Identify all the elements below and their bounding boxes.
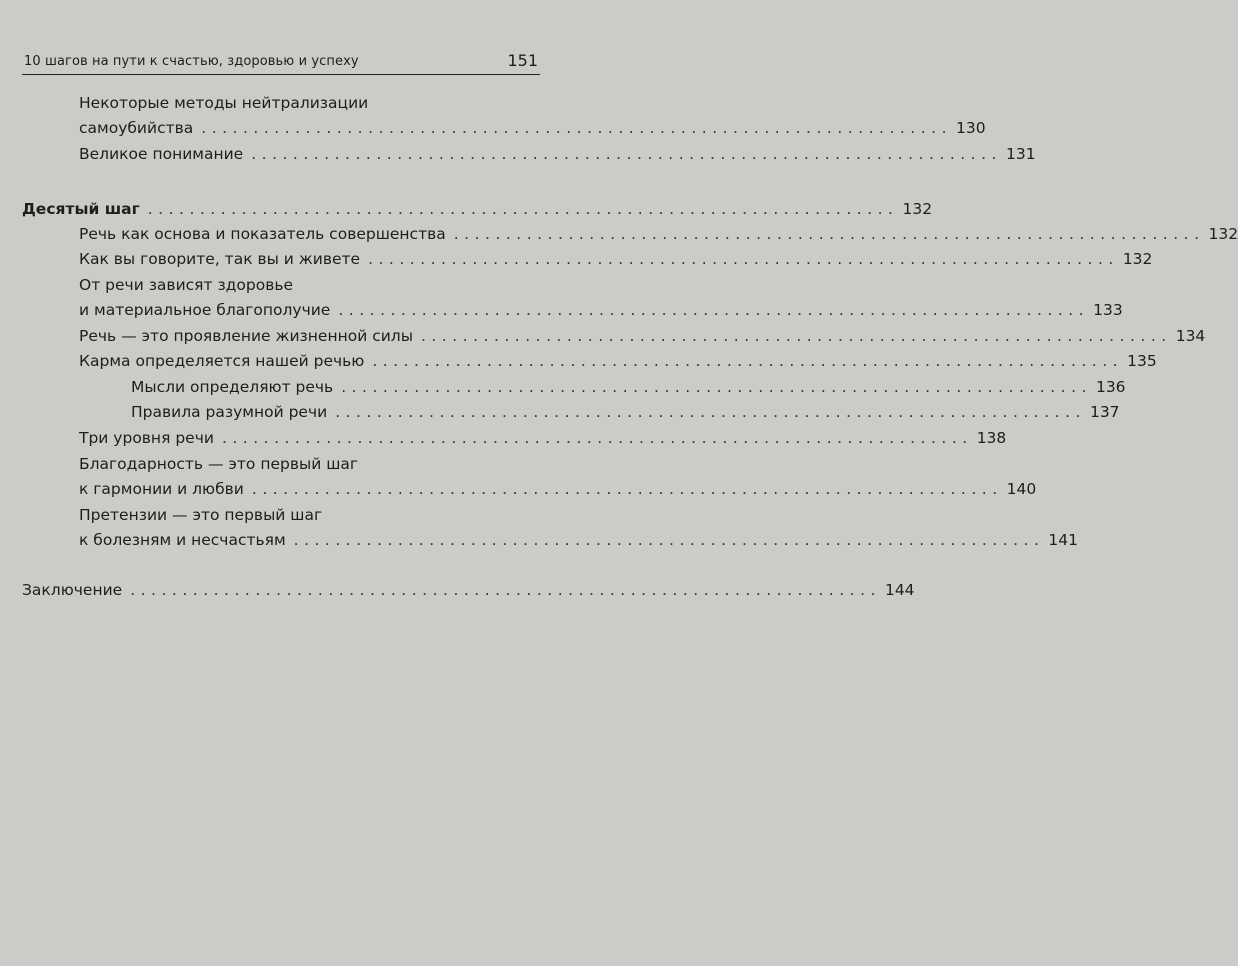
toc-entry-title: Претензии — это первый шаг (79, 506, 323, 524)
toc-leader-dots: ........................................................................ (368, 250, 1119, 268)
toc-entry-title: Великое понимание (79, 145, 244, 163)
toc-entry-page: 138 (976, 429, 1007, 447)
toc-entry-title: Как вы говорите, так вы и живете (79, 250, 361, 268)
toc-leader-dots: ........................................................................ (420, 327, 1172, 345)
toc-leader-dots: ........................................................................ (335, 403, 1086, 421)
toc-leader-dots: ........................................................................ (147, 200, 899, 218)
toc-entry-title: и материальное благополучие (79, 301, 331, 319)
toc-entry-page: 137 (1089, 403, 1120, 421)
toc-leader-dots: ........................................................................ (251, 480, 1003, 498)
toc-entry-title: Некоторые методы нейтрализации (79, 94, 369, 112)
toc-entry-page: 144 (884, 581, 915, 599)
toc-entry (79, 531, 1078, 557)
toc-subentry (131, 378, 1126, 404)
toc-leader-dots: ........................................................................ (130, 581, 881, 599)
toc-entry-title: Три уровня речи (79, 429, 214, 447)
toc-entry (79, 94, 536, 120)
toc-entry (79, 352, 1157, 378)
toc-section (22, 581, 915, 607)
toc-entry-page: 134 (1175, 327, 1206, 345)
running-title: 10 шагов на пути к счастью, здоровью и успеху (24, 54, 359, 69)
toc-leader-dots: ........................................................................ (293, 531, 1045, 549)
toc-entry-title: От речи зависят здоровье (79, 276, 294, 294)
toc-entry-title: Речь — это проявление жизненной силы (79, 327, 413, 345)
toc-entry (79, 225, 1238, 251)
toc-entry (79, 327, 1206, 353)
toc-leader-dots: ........................................................................ (251, 145, 1002, 163)
toc-entry-page: 136 (1095, 378, 1126, 396)
toc-entry-title: Правила разумной речи (131, 403, 328, 421)
toc-entry-page: 131 (1005, 145, 1036, 163)
toc-entry (79, 145, 1036, 171)
toc-entry (79, 455, 536, 481)
toc-leader-dots: ........................................................................ (341, 378, 1092, 396)
toc-entry (79, 429, 1007, 455)
page-number: 151 (507, 51, 538, 70)
toc-leader-dots: ........................................................................ (453, 225, 1205, 243)
toc-entry-page: 141 (1048, 531, 1078, 549)
toc-leader-dots: ........................................................................ (372, 352, 1124, 370)
toc-subentry (131, 403, 1120, 429)
toc-entry-title: к гармонии и любви (79, 480, 244, 498)
toc-entry-title: самоубийства (79, 119, 194, 137)
toc-entry-page: 133 (1093, 301, 1123, 319)
toc-entry-title: Мысли определяют речь (131, 378, 334, 396)
running-header (22, 50, 540, 75)
toc-entry-page: 132 (902, 200, 933, 218)
toc-entry-page: 132 (1208, 225, 1238, 243)
toc-entry-page: 135 (1127, 352, 1157, 370)
toc-entry-page: 132 (1122, 250, 1153, 268)
toc-entry (79, 119, 986, 145)
toc-entry-title: к болезням и несчастьям (79, 531, 286, 549)
toc-section-title: Десятый шаг (22, 200, 140, 218)
toc-entry (79, 480, 1037, 506)
toc-section (22, 200, 933, 226)
toc-entry-title: Благодарность — это первый шаг (79, 455, 359, 473)
toc-entry (79, 301, 1123, 327)
toc-entry (79, 276, 536, 302)
toc-leader-dots: ........................................................................ (201, 119, 953, 137)
toc-entry (79, 506, 536, 532)
toc-entry-page: 130 (956, 119, 986, 137)
toc-leader-dots: ........................................................................ (221, 429, 973, 447)
toc-entry-page: 140 (1006, 480, 1037, 498)
toc-leader-dots: ........................................................................ (338, 301, 1090, 319)
toc-entry-title: Карма определяется нашей речью (79, 352, 365, 370)
toc-entry (79, 250, 1153, 276)
toc-section-title: Заключение (22, 581, 123, 599)
toc-entry-title: Речь как основа и показатель совершенства (79, 225, 446, 243)
